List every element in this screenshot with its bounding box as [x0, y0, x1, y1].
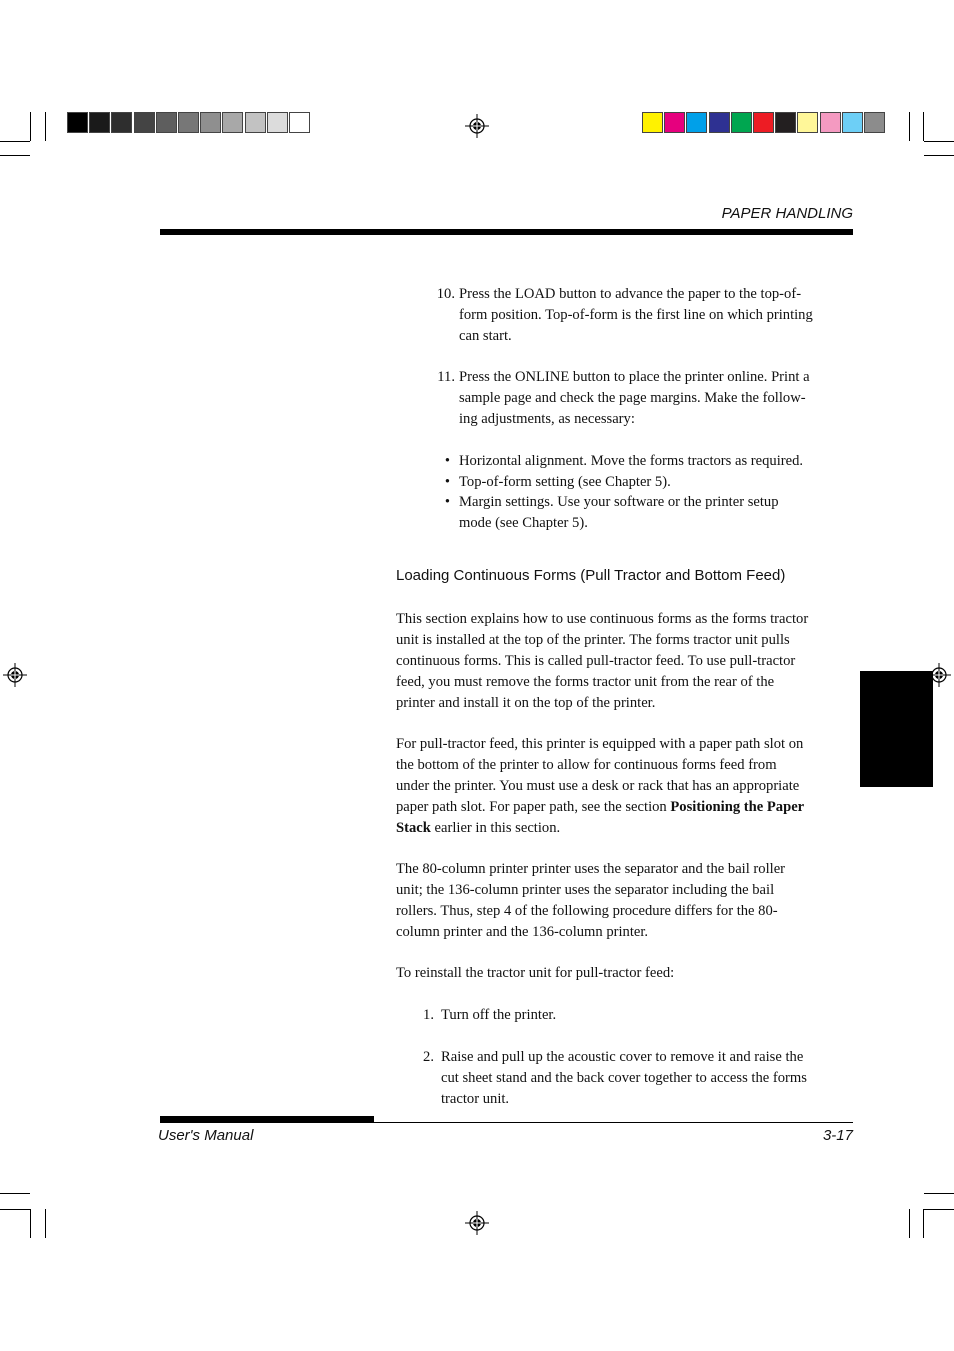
text-line: tractor unit. [441, 1091, 510, 1107]
step-text [459, 284, 813, 347]
text-line: mode (see Chapter 5). [459, 515, 588, 531]
text-line: ing adjustments, as necessary: [459, 411, 635, 427]
text-line: The 80-column printer printer uses the separator and the bail roller [396, 861, 786, 877]
step-text [441, 1047, 807, 1110]
page-number: 3-17 [822, 1127, 853, 1144]
color-swatch [775, 112, 796, 133]
color-swatch [731, 112, 752, 133]
text-line: continuous forms. This is called pull-tractor feed. To use pull-tractor [396, 653, 796, 669]
gray-swatch [156, 112, 177, 133]
step-text [459, 367, 810, 430]
text-line: Press the LOAD button to advance the paper to the top-of- [459, 286, 802, 302]
color-swatch [753, 112, 774, 133]
list-item [459, 492, 779, 534]
header-rule [160, 229, 853, 235]
text-line: Turn off the printer. [441, 1007, 557, 1023]
section-reference: Positioning the Paper [670, 799, 805, 815]
text-line: Margin settings. Use your software or the printer setup [459, 494, 779, 510]
bullet-icon: • [444, 453, 450, 469]
gray-swatch [200, 112, 221, 133]
color-swatch [842, 112, 863, 133]
text-line: rollers. Thus, step 4 of the following procedure differs for the 80- [396, 903, 778, 919]
text-line: printer and install it on the top of the printer. [396, 695, 656, 711]
footer-rule [160, 1122, 853, 1123]
text-line: sample page and check the page margins. Make the follow- [459, 390, 806, 406]
text-line: form position. Top-of-form is the first line on which printing [459, 307, 813, 323]
list-item [459, 472, 671, 493]
text-line: Raise and pull up the acoustic cover to remove it and raise the [441, 1049, 804, 1065]
gray-swatch [289, 112, 310, 133]
text-line: cut sheet stand and the back cover together to access the forms [441, 1070, 807, 1086]
bullet-icon: • [444, 494, 450, 510]
gray-swatch [67, 112, 88, 133]
text-line: For pull-tractor feed, this printer is equipped with a paper path slot on [396, 736, 804, 752]
section-reference: Stack [396, 820, 431, 836]
color-swatch [797, 112, 818, 133]
text-line: under the printer. You must use a desk or rack that has an appropriate [396, 778, 800, 794]
color-swatch [709, 112, 730, 133]
footer-manual-title: User's Manual [158, 1127, 254, 1144]
text-line: feed, you must remove the forms tractor unit from the rear of the [396, 674, 775, 690]
color-swatch [820, 112, 841, 133]
text-line: Top-of-form setting (see Chapter 5). [459, 474, 671, 490]
list-item [459, 451, 803, 472]
text-line: To reinstall the tractor unit for pull-tractor feed: [396, 965, 675, 981]
paragraph [396, 963, 854, 984]
gray-swatch [178, 112, 199, 133]
color-swatch [664, 112, 685, 133]
text-line [396, 818, 854, 839]
section-heading: Loading Continuous Forms (Pull Tractor and Bottom Feed) [396, 567, 786, 584]
step-number: 1. [423, 1007, 434, 1023]
text-line: unit is installed at the top of the printer. The forms tractor unit pulls [396, 632, 790, 648]
text-line: can start. [459, 328, 512, 344]
text-line: column printer and the 136-column printer. [396, 924, 649, 940]
color-swatch [686, 112, 707, 133]
text-line: the bottom of the printer to allow for continuous forms feed from [396, 757, 777, 773]
gray-swatch [222, 112, 243, 133]
step-number: 11. [437, 369, 455, 385]
text-line: This section explains how to use continuous forms as the forms tractor [396, 611, 809, 627]
text-span: earlier in this section. [430, 820, 561, 836]
color-swatch [642, 112, 663, 133]
text-line: Horizontal alignment. Move the forms tractors as required. [459, 453, 804, 469]
chapter-tab [860, 671, 933, 787]
gray-swatch [134, 112, 155, 133]
paragraph [396, 859, 854, 943]
gray-swatch [111, 112, 132, 133]
gray-swatch [267, 112, 288, 133]
text-span: paper path slot. For paper path, see the section [396, 799, 671, 815]
step-text [441, 1005, 556, 1026]
paragraph [396, 609, 854, 714]
text-line: unit; the 136-column printer uses the separator including the bail [396, 882, 775, 898]
text-line: Press the ONLINE button to place the printer online. Print a [459, 369, 810, 385]
bullet-icon: • [444, 474, 450, 490]
registration-mark-icon [3, 663, 27, 687]
gray-swatch [245, 112, 266, 133]
registration-mark-icon [465, 1211, 489, 1235]
step-number: 10. [436, 286, 455, 302]
running-header: PAPER HANDLING [721, 205, 853, 222]
registration-mark-icon [465, 114, 489, 138]
step-number: 2. [423, 1049, 434, 1065]
text-line [396, 797, 854, 818]
gray-swatch [89, 112, 110, 133]
paragraph [396, 734, 854, 839]
color-swatch [864, 112, 885, 133]
